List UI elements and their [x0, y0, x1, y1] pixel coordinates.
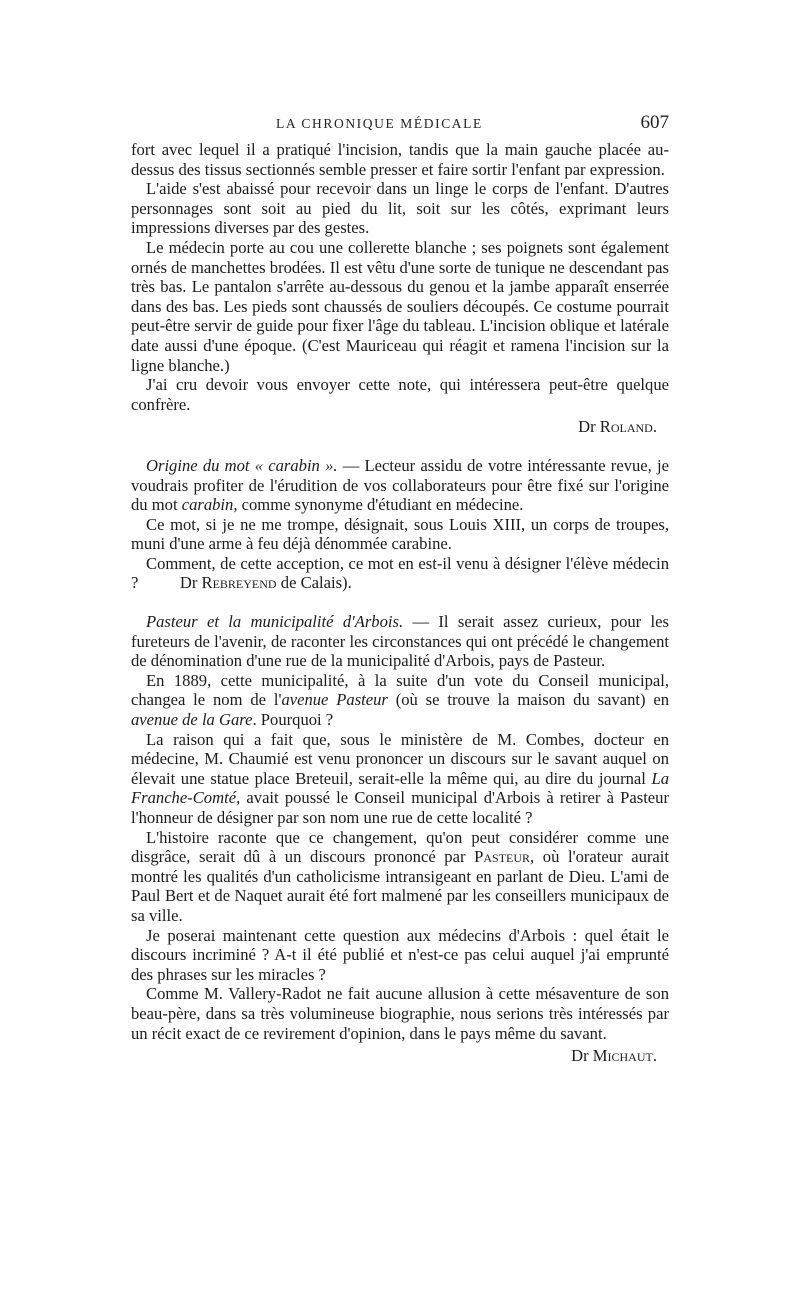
text-run: Comment, de cette acception, ce mot en est-il venu à désigner l'élève médecin ? — [131, 553, 669, 593]
text-run-smallcaps: Pasteur — [474, 847, 531, 867]
letter-roland — [131, 140, 669, 437]
text-run: , comme synonyme d'étudiant en médecine. — [233, 495, 524, 515]
text-run-italic: avenue Pasteur — [281, 690, 388, 710]
paragraph — [131, 671, 669, 730]
text-run-italic: La Franche-Comté — [131, 768, 669, 808]
text-run: — Lecteur assidu de votre intéressante revue, je voudrais profiter de l'érudition de vos collaborateurs pour être fixé sur l'origine du mot — [131, 455, 669, 515]
text-run: (où se trouve la maison du savant) en — [387, 690, 669, 710]
text-run-italic: avenue de la Gare — [131, 710, 253, 730]
paragraph — [131, 612, 669, 671]
text-run: . Pourquoi ? — [252, 710, 334, 730]
letter-carabin — [131, 456, 669, 593]
page-number: 607 — [640, 112, 669, 133]
paragraph: fort avec lequel il a pratiqué l'incision, tandis que la main gauche placée au-dessus des tissus sectionnés semble presser et faire sortir l'enfant par expression. — [131, 140, 669, 179]
text-run: La raison qui a fait que, sous le ministère de M. Combes, docteur en médecine, M. Chaumié est venu prononcer un discours sur le savant auquel on élevait une statue place Breteuil, serait-elle la même qui, au dire du journal — [131, 729, 669, 788]
paragraph: Le médecin porte au cou une collerette blanche ; ses poignets sont également ornés de manchettes brodées. Il est vêtu d'une sorte de tunique ne descendant pas très bas. Le pantalon s'arrête au-dessous du genou et la jambe apparaît enserrée dans des bas. Les pieds sont chaussés de souliers découpés. Ce costume pourrait peut-être servir de guide pour fixer l'âge du tableau. L'incision oblique et latérale date aussi d'une époque. (C'est Mauriceau qui réagit et ramena l'incision sur la ligne blanche.) — [131, 237, 669, 375]
signature-michaut — [131, 1046, 669, 1066]
text-run: L'histoire raconte que ce changement, qu'on peut considérer comme une disgrâce, serait dû à un discours prononcé par — [131, 827, 669, 867]
paragraph — [131, 730, 669, 828]
text-run: En 1889, cette municipalité, à la suite d'un vote du Conseil municipal, changea le nom de l' — [131, 670, 669, 710]
paragraph: L'aide s'est abaissé pour recevoir dans un linge le corps de l'enfant. D'autres personnages sont soit au pied du lit, soit sur les côtés, exprimant leurs impressions diverses par des gestes. — [131, 179, 669, 238]
signature-name: Michaut. — [592, 1046, 657, 1066]
paragraph — [131, 828, 669, 926]
signature-prefix: Dr — [179, 573, 198, 593]
signature-name: Roland. — [599, 417, 657, 437]
section-heading: Pasteur et la municipalité d'Arbois. — [146, 612, 404, 632]
paragraph: Comme M. Vallery-Radot ne fait aucune allusion à cette mésaventure de son beau-père, dans sa très volumineuse biographie, nous serions très intéressés par un récit exact de ce revirement d'opinion, dans le pays même du savant. — [131, 984, 669, 1043]
paragraph — [131, 554, 669, 593]
section-gap — [131, 437, 669, 456]
signature-place: de Calais). — [280, 573, 352, 593]
page — [131, 112, 669, 1066]
signature-prefix: Dr — [571, 1046, 589, 1066]
signature-roland — [131, 417, 669, 437]
text-run: , avait poussé le Conseil municipal d'Arbois à retirer à Pasteur l'honneur de désigner par son nom une rue de cette localité ? — [131, 788, 669, 827]
section-gap — [131, 593, 669, 612]
signature-name: Rebreyend — [201, 573, 277, 593]
paragraph — [131, 456, 669, 515]
section-heading: Origine du mot « carabin ». — [146, 455, 338, 475]
page-header — [131, 112, 669, 138]
text-run: , où l'orateur aurait montré les qualités d'un catholicisme intransigeant en parlant de Dieu. L'ami de Paul Bert et de Naquet aurait été fort malmené par les conseillers municipaux de sa ville. — [131, 847, 669, 925]
signature-prefix: Dr — [578, 417, 596, 437]
paragraph: J'ai cru devoir vous envoyer cette note, qui intéressera peut-être quelque confrère. — [131, 375, 669, 414]
paragraph: Je poserai maintenant cette question aux médecins d'Arbois : quel était le discours incriminé ? A-t il été publié et n'est-ce pas celui auquel j'ai emprunté des phrases sur les miracles ? — [131, 925, 669, 984]
text-run-italic: carabin — [181, 495, 234, 515]
paragraph: Ce mot, si je ne me trompe, désignait, sous Louis XIII, un corps de troupes, muni d'une arme à feu déjà dénommée carabine. — [131, 514, 669, 554]
text-run: — Il serait assez curieux, pour les fureteurs de l'avenir, de raconter les circonstances qui ont précédé le changement de dénomination d'une rue de la municipalité d'Arbois, pays de Pasteur. — [131, 612, 669, 671]
running-title: LA CHRONIQUE MÉDICALE — [276, 116, 483, 131]
letter-pasteur — [131, 612, 669, 1066]
